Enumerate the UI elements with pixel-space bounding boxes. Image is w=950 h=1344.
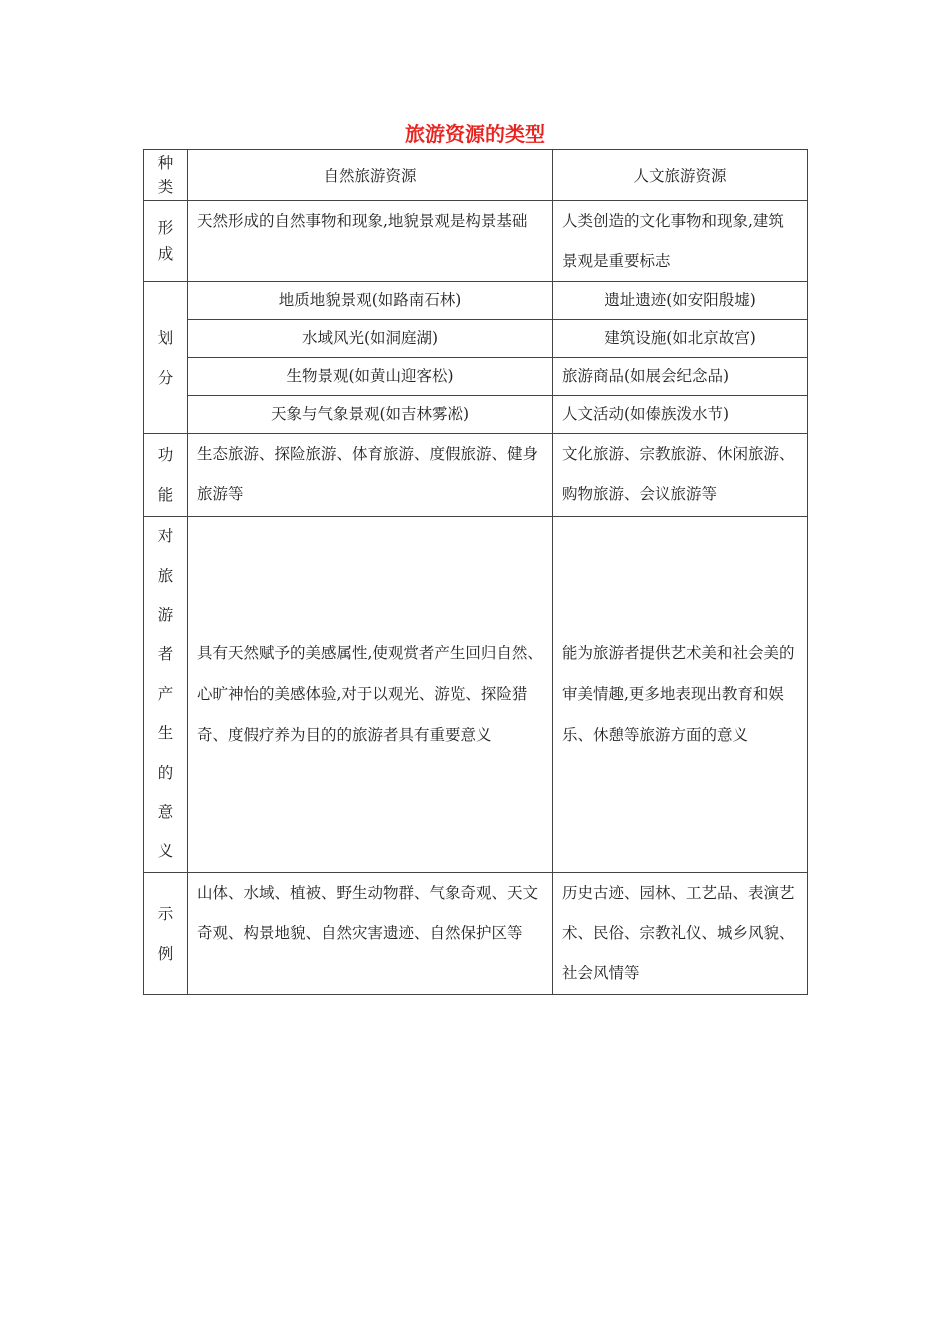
examples-row xyxy=(144,873,808,995)
division-cultural-item: 人文活动(如傣族泼水节) xyxy=(553,396,808,434)
row-label-significance: 对 旅 游 者 产 生 的 意 义 xyxy=(144,517,188,873)
column-header-cultural: 人文旅游资源 xyxy=(553,150,808,201)
division-row xyxy=(144,320,808,358)
tourism-resource-table xyxy=(143,149,808,995)
division-cultural-item: 遗址遗迹(如安阳殷墟) xyxy=(553,282,808,320)
row-label-function: 功 能 xyxy=(144,434,188,517)
division-cultural-item: 建筑设施(如北京故宫) xyxy=(553,320,808,358)
division-row xyxy=(144,358,808,396)
examples-cultural: 历史古迹、园林、工艺品、表演艺术、民俗、宗教礼仪、城乡风貌、社会风情等 xyxy=(553,873,808,995)
formation-natural: 天然形成的自然事物和现象,地貌景观是构景基础 xyxy=(188,201,553,282)
function-cultural: 文化旅游、宗教旅游、休闲旅游、购物旅游、会议旅游等 xyxy=(553,434,808,517)
division-natural-item: 水域风光(如洞庭湖) xyxy=(188,320,553,358)
significance-cultural: 能为旅游者提供艺术美和社会美的审美情趣,更多地表现出教育和娱乐、休憩等旅游方面的意义 xyxy=(553,517,808,873)
division-cultural-item: 旅游商品(如展会纪念品) xyxy=(553,358,808,396)
row-label-category: 种 类 xyxy=(144,150,188,201)
header-row xyxy=(144,150,808,201)
examples-natural: 山体、水域、植被、野生动物群、气象奇观、天文奇观、构景地貌、自然灾害遗迹、自然保护区等 xyxy=(188,873,553,995)
significance-natural: 具有天然赋予的美感属性,使观赏者产生回归自然、心旷神怡的美感体验,对于以观光、游览、探险猎奇、度假疗养为目的的旅游者具有重要意义 xyxy=(188,517,553,873)
page-title: 旅游资源的类型 xyxy=(405,122,545,146)
function-natural: 生态旅游、探险旅游、体育旅游、度假旅游、健身旅游等 xyxy=(188,434,553,517)
division-natural-item: 生物景观(如黄山迎客松) xyxy=(188,358,553,396)
division-row xyxy=(144,396,808,434)
division-natural-item: 地质地貌景观(如路南石林) xyxy=(188,282,553,320)
function-row xyxy=(144,434,808,517)
row-label-division: 划 分 xyxy=(144,282,188,434)
significance-row xyxy=(144,517,808,873)
division-row xyxy=(144,282,808,320)
formation-cultural: 人类创造的文化事物和现象,建筑景观是重要标志 xyxy=(553,201,808,282)
column-header-natural: 自然旅游资源 xyxy=(188,150,553,201)
formation-row xyxy=(144,201,808,282)
division-natural-item: 天象与气象景观(如吉林雾凇) xyxy=(188,396,553,434)
row-label-formation: 形 成 xyxy=(144,201,188,282)
row-label-examples: 示 例 xyxy=(144,873,188,995)
